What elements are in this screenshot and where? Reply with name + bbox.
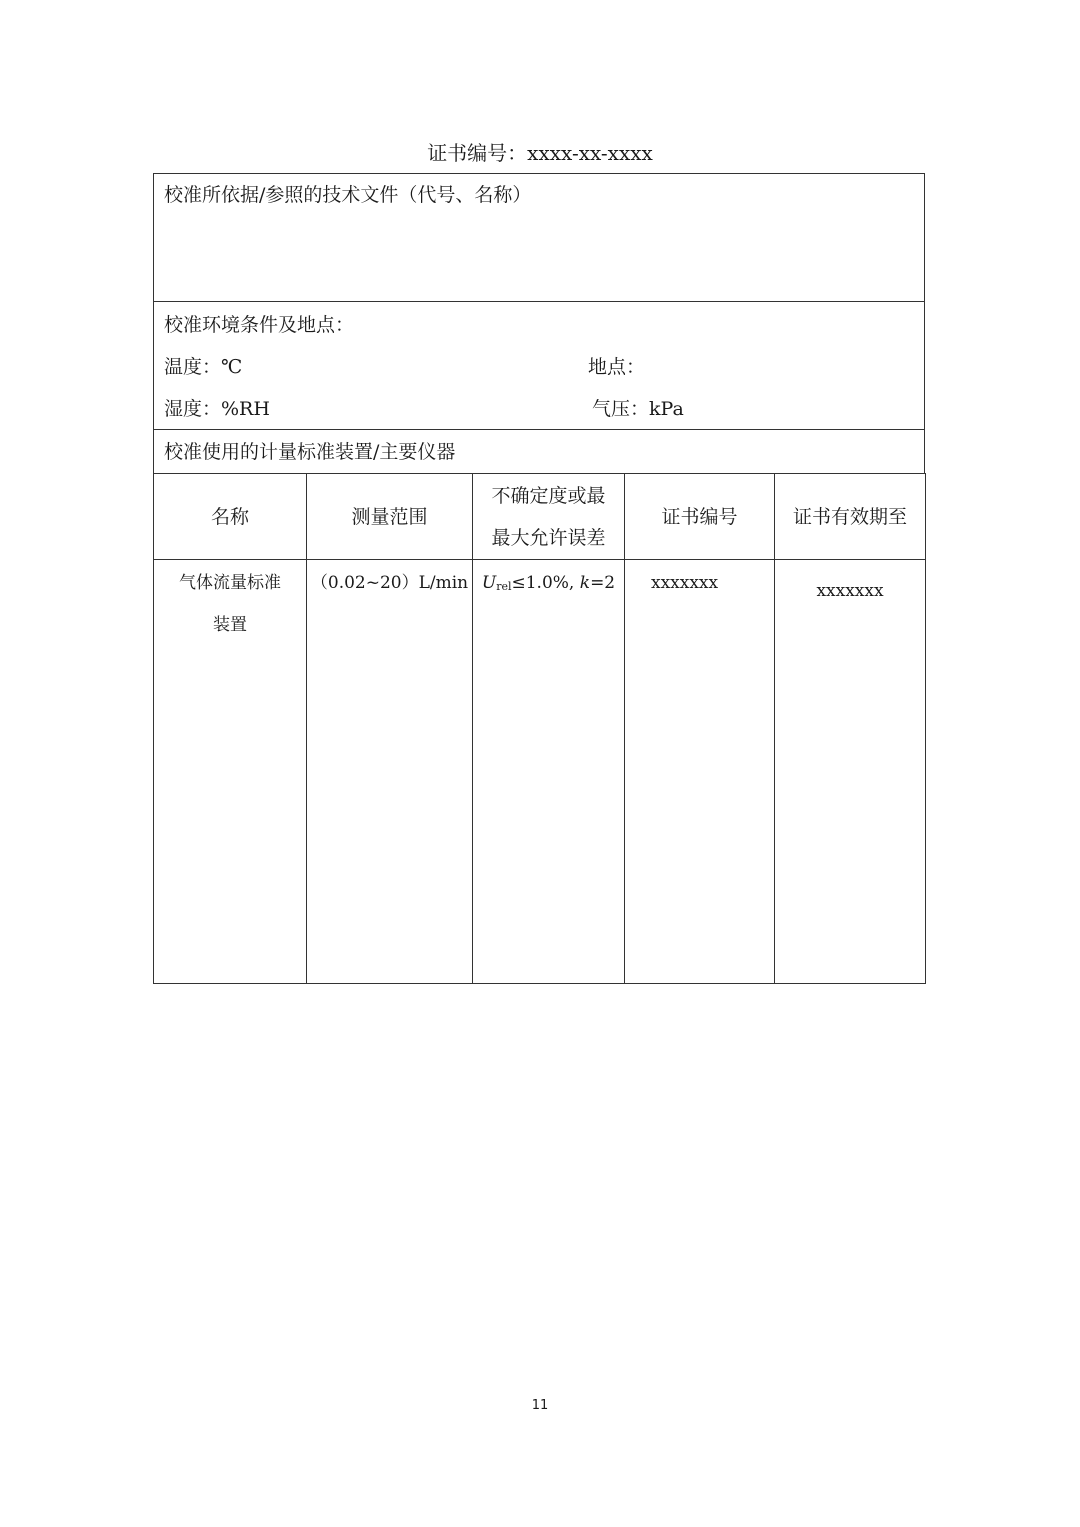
environment-title: 校准环境条件及地点： [164, 314, 355, 336]
cell-range [307, 560, 473, 984]
technical-basis-title: 校准所依据/参照的技术文件（代号、名称） [164, 184, 532, 206]
location-label: 地点： [588, 356, 646, 378]
standards-section [153, 429, 925, 474]
coverage-factor-symbol: k [579, 573, 591, 593]
humidity-label: 湿度：%RH [164, 398, 270, 420]
name-line2: 装置 [213, 615, 247, 635]
page-number: 11 [531, 1398, 549, 1413]
uncertainty-header-line2: 最大允许误差 [491, 526, 606, 549]
cell-valid-until [775, 560, 926, 984]
coverage-factor-value: =2 [590, 573, 616, 593]
certificate-number: 证书编号：xxxx-xx-xxxx [427, 141, 653, 165]
pressure-label: 气压：kPa [592, 398, 684, 420]
table-header-row [154, 474, 926, 560]
table-row [154, 560, 926, 984]
environment-section [153, 301, 925, 431]
uncertainty-symbol: U [481, 573, 497, 593]
range-value: （0.02~20）L/min [310, 573, 469, 593]
cell-name [154, 560, 307, 984]
column-header-name: 名称 [154, 474, 307, 560]
cell-cert-no [625, 560, 775, 984]
column-header-cert-no: 证书编号 [625, 474, 775, 560]
standards-table [153, 473, 925, 984]
uncertainty-header-line1: 不确定度或最 [491, 484, 606, 507]
temperature-label: 温度：℃ [164, 356, 243, 378]
uncertainty-rest: ≤1.0%, [511, 573, 580, 593]
name-line1: 气体流量标准 [179, 573, 281, 593]
column-header-valid-until: 证书有效期至 [775, 474, 926, 560]
column-header-range: 测量范围 [307, 474, 473, 560]
cert-no-value: xxxxxxx [651, 573, 719, 593]
standards-title: 校准使用的计量标准装置/主要仪器 [164, 441, 456, 463]
uncertainty-subscript: rel [496, 580, 512, 593]
column-header-uncertainty [473, 474, 625, 560]
technical-basis-section [153, 173, 925, 303]
cell-uncertainty [473, 560, 625, 984]
valid-until-value: xxxxxxx [816, 581, 884, 601]
